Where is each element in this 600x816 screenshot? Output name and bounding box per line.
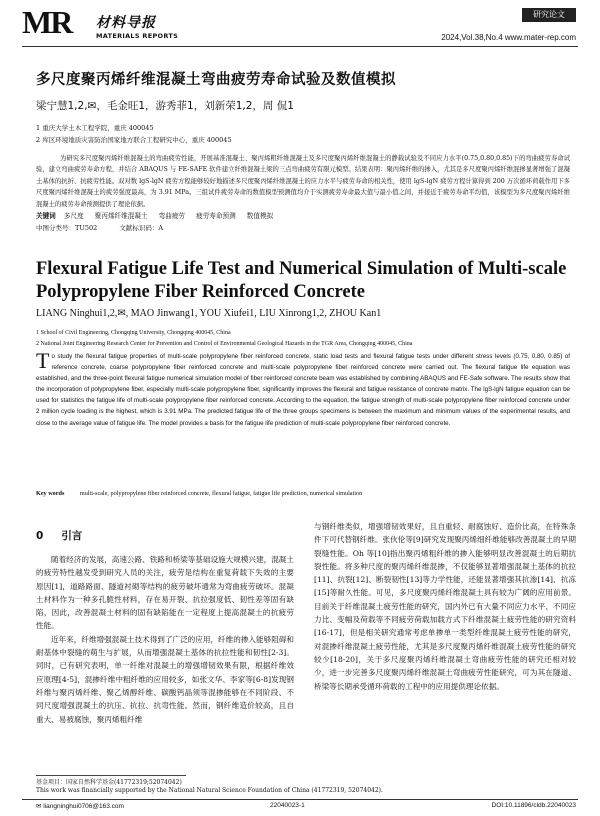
doi: DOI:10.11896/cldb.22040023 <box>491 802 576 809</box>
intro-paragraph-1: 随着经济的发展，高速公路、铁路和桥梁等基础设施大规模兴建，混凝土的疲劳特性越发受到研究人员的关注，疲劳是结构在重复荷载下失效的主要原因[1]，道路路面、隧道衬砌等结构的疲劳破坏通常为弯曲疲劳破坏。混凝土材料作为一种多孔脆性材料，存在易开裂、抗拉强度低、韧性差等固有缺陷，因此，改善混凝土材料的固有缺陷能在一定程度上提高混凝土的抗疲劳性能。 <box>36 555 294 631</box>
clc-number: 中图分类号：TU502 <box>36 224 98 232</box>
keywords-en <box>36 490 570 497</box>
authors-en: LIANG Ninghui1,2,✉, MAO Jinwang1, YOU Xiufei1, LIU Xinrong1,2, ZHOU Kan1 <box>36 308 382 319</box>
affiliation-en-2: 2 National Joint Engineering Research Center for Prevention and Control of Environmental Geological Hazards in the TGR Area, Chongqing 400045, China <box>36 341 413 347</box>
affiliation-cn-2: 2 库区环境地质灾害防治国家地方联合工程研究中心，重庆 400045 <box>36 136 232 144</box>
affiliation-en-1: 1 School of Civil Engineering, Chongqing University, Chongqing 400045, China <box>36 330 231 336</box>
issue-line: 2024,Vol.38,No.4 www.mater-rep.com <box>441 33 576 42</box>
keywords-en-list: multi-scale, polypropylene fiber reinforced concrete, flexural fatigue, fatigue life prediction, numerical simulation <box>79 490 363 497</box>
keyword-cn: 疲劳寿命预测 <box>196 212 236 220</box>
keyword-cn: 弯曲疲劳 <box>158 212 186 220</box>
section-number: 0 <box>36 530 44 542</box>
section-tag: 研究论文 <box>522 8 576 22</box>
funding-cn: 基金项目：国家自然科学基金(41772319;52074042) <box>36 779 182 786</box>
abstract-en-text: o study the flexural fatigue properties of multi-scale polypropylene fiber reinforced concrete, static load tests and flexural fatigue tests under different stress levels (0.75, 0.80, 0.85) of reference concrete, coarse polypropylene fiber reinforced concrete and multi-scale polypropylene fiber reinforced concrete were carried out. The flexural fatigue life equation was established, and the three-point flexural fatigue numerical simulation model of fiber reinforced concrete beam was established by combining ABAQUS and FE-Safe software. The results show that the incorporation of polypropylene fiber, especially multi-scale polypropylene fiber, significantly improves the flexural and fatigue resistance of concrete matrix. The lgS-lgN fatigue equation can be used for statistics the fatigue life of multi-scale polypropylene fiber reinforced concrete. According to the equation, the fatigue strength of multi-scale polypropylene fiber reinforced concrete under 2 million cycle loading is the highest, which is 3.91 MPa. The predicted fatigue life of the three groups specimens is between the maximum and minimum values of the experimental results, and close to the average value of fatigue life. The model provides a basis for the fatigue life prediction of multi-scale polypropylene fiber reinforced concrete. <box>36 353 570 427</box>
intro-paragraph-2: 近年来，纤维增强混凝土技术得到了广泛的应用，纤维的掺入能够阻碍和耐基体中裂缝的萌生与扩展，从而增强混凝土基体的抗拉性能和韧性[2-3]。同时，已有研究表明，单一纤维对混凝土的增强增韧效果有限，根据纤维效应原理[4-5]，混掺纤维中粗纤维的应用较多，如张文华、李家等[6-8]发现钢纤维与聚丙烯纤维、聚乙烯醇纤维、碳酸钙晶须等混掺能够在不同阶段、不同尺度增强混凝土的抗压、抗拉、抗弯性能。然而，钢纤维造价较高，且自重大、易被腐蚀，聚丙烯粗纤维 <box>36 634 294 724</box>
title-en: Flexural Fatigue Life Test and Numerical Simulation of Multi-scale Polypropylene Fiber Reinforced Concrete <box>36 259 567 302</box>
journal-name-cn: 材料导报 <box>96 15 156 31</box>
keywords-en-label: Key words <box>36 490 65 497</box>
footer-rule <box>22 799 578 800</box>
body-column-left <box>36 520 294 726</box>
journal-name-en: MATERIALS REPORTS <box>96 32 179 40</box>
title-cn: 多尺度聚丙烯纤维混凝土弯曲疲劳寿命试验及数值模拟 <box>36 72 396 88</box>
affiliation-cn-1: 1 重庆大学土木工程学院，重庆 400045 <box>36 124 154 132</box>
keyword-cn: 聚丙烯纤维混凝土 <box>94 212 148 220</box>
keywords-cn-label: 关键词 <box>36 212 56 220</box>
article-number: 22040023-1 <box>270 802 305 809</box>
intro-paragraph-3: 与钢纤维类似，增强增韧效果好，且自重轻、耐腐蚀好、造价比高，在特殊条件下可代替钢纤维。张伙伦等[9]研究发现聚丙烯细纤维能够改善混凝土的早期裂缝性能。Oh 等[10]指出聚丙烯粗纤维的掺入能够明显改善混凝土的后期抗裂性能。将多种尺度的聚丙烯纤维混掺，不仅能够显著增强混凝土基体的抗拉[11]、抗裂[12]、断裂韧性[13]等力学性能，还能显著增强其抗渗[14]、抗冻[15]等耐久性能。可见，多尺度聚丙烯纤维混凝土具有较为广阔的应用前景。目前关于纤维混凝土疲劳性能的研究，国内外已有大量不同应力水平、不同应力比、变幅及荷载等不同疲劳荷载加载方式下纤维混凝土疲劳性能的研究资料[16-17]，但是相关研究通常考虑单掺单一类型纤维混凝土疲劳性能的研究，对混掺纤维混凝土疲劳性能，尤其是多尺度聚丙烯纤维混凝土疲劳性能的研究较少[18-20]，关于多尺度聚丙烯纤维混凝土弯曲疲劳性能的研究还相对较少，进一步完善多尺度聚丙烯纤维混凝土弯曲疲劳性能研究，可为其在隧道、桥梁等长期承受循环荷载的工程中的应用提供理论依据。 <box>314 522 576 691</box>
abstract-en <box>36 348 570 429</box>
authors-cn: 梁宁慧1,2,✉，毛金旺1，游秀菲1，刘新荣1,2，周 侃1 <box>36 100 294 112</box>
keyword-cn: 多尺度 <box>63 212 84 220</box>
section-heading-intro <box>36 528 294 543</box>
journal-logo-mark: MR <box>22 4 72 40</box>
page-footer <box>36 802 576 810</box>
funding-note <box>36 779 383 795</box>
abstract-cn: 为研究多尺度聚丙烯纤维混凝土的弯曲疲劳性能，开展基准混凝土、聚丙烯粗纤维混凝土及多尺度聚丙烯纤维混凝土的静载试验及不同应力水平(0.75,0.80,0.85)下的弯曲疲劳寿命试验，建立弯曲疲劳寿命方程，并结合 ABAQUS 与 FE-SAFE 软件建立纤维混凝土梁的三点弯曲疲劳有限元模型。结果表明：聚丙烯纤维的掺入，尤其是多尺度聚丙烯纤维混掺显著增强了混凝土基体的抗折、抗疲劳性能。双对数 lgS-lgN 疲劳方程能够较好地描述多尺度聚丙烯纤维混凝土的应力水平与疲劳寿命的相关性，使用 lgS-lgN 疲劳方程计算得到 200 万次循环荷载作用下多尺度聚丙烯纤维混凝土的疲劳强度最高，为 3.91 MPa。三组试件疲劳寿命的数值模型预测值均介于实测疲劳寿命最大值与最小值之间，并接近于疲劳寿命平均值，该模型为多尺度聚丙烯纤维混凝土的疲劳寿命预测提供了理论依据。 <box>36 155 570 208</box>
classification-line <box>36 223 183 232</box>
keyword-cn: 数值模拟 <box>246 212 274 220</box>
keywords-cn <box>36 210 570 220</box>
corresponding-email: ✉ liangninghui0706@163.com <box>36 803 124 810</box>
funding-en: This work was financially supported by the National Natural Science Foundation of China (41772319, 52074042). <box>36 787 383 794</box>
header-rule <box>22 46 578 47</box>
document-code: 文献标识码：A <box>119 224 164 232</box>
abstract-dropcap: T <box>36 348 50 373</box>
affiliations-en <box>36 328 412 350</box>
footnote-rule <box>36 775 186 776</box>
journal-header <box>22 6 582 46</box>
section-title: 引言 <box>61 530 83 542</box>
affiliations-cn <box>36 122 232 146</box>
body-column-right <box>314 520 576 693</box>
